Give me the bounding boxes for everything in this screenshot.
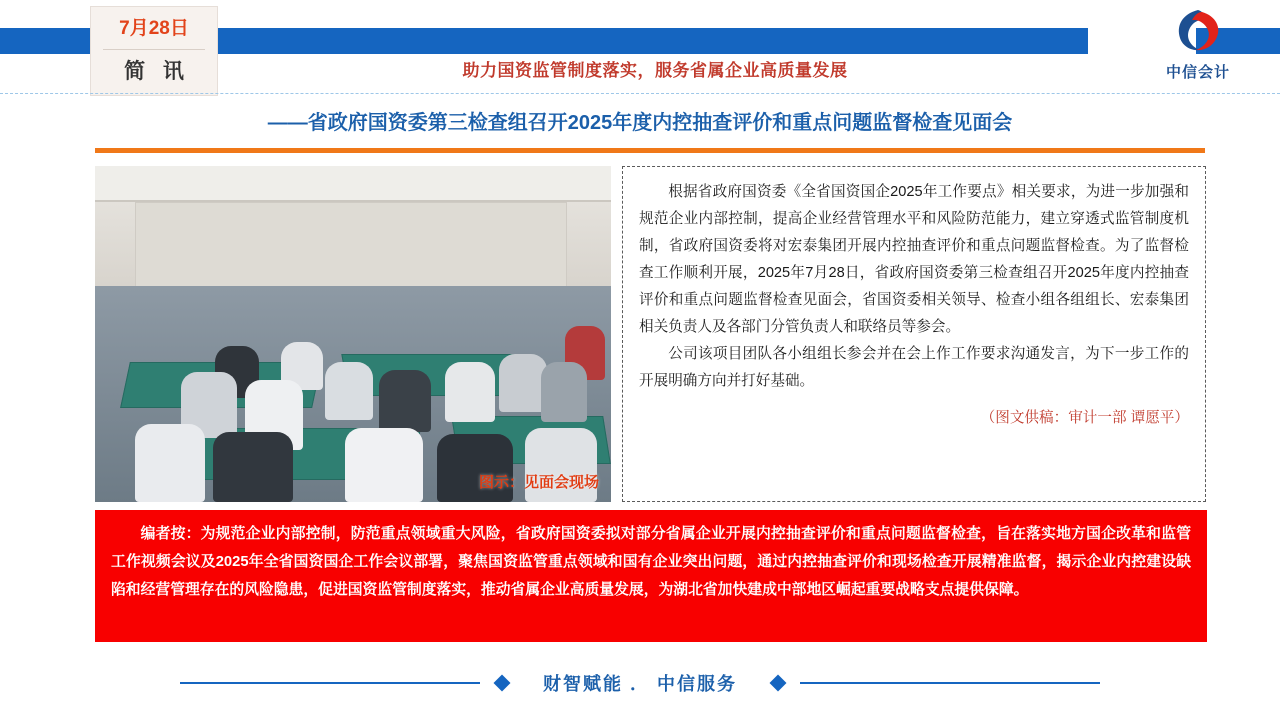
photo-attendee: [345, 428, 423, 502]
photo-front-screen: [135, 202, 567, 290]
photo-attendee: [325, 362, 373, 420]
photo-attendee: [445, 362, 495, 422]
orange-divider: [95, 148, 1205, 153]
article-textbox: [622, 166, 1206, 502]
header-bar-left: [0, 28, 90, 54]
photo-ceiling: [95, 166, 611, 202]
issue-date: 7月28日: [103, 9, 205, 50]
meeting-room-photo: [95, 166, 611, 502]
header-divider: [0, 93, 1280, 94]
article-credit: （图文供稿：审计一部 谭愿平）: [980, 410, 1189, 426]
swirl-logo-icon: [1166, 6, 1230, 54]
footer-slogan: 财智赋能 ． 中信服务: [542, 674, 737, 694]
page-subtitle: ——省政府国资委第三检查组召开2025年度内控抽查评价和重点问题监督检查见面会: [267, 112, 1013, 134]
date-badge: [90, 6, 218, 96]
editor-note: [95, 510, 1207, 642]
article-paragraph-1: 根据省政府国资委《全省国资国企2025年工作要点》相关要求，为进一步加强和规范企业内部控制，提高企业经营管理水平和风险防范能力，建立穿透式监管制度机制，省政府国资委将对宏泰集团开展内控抽查评价和重点问题监督检查。为了监督检查工作顺利开展，2025年7月28日，省政府国资委第三检查组召开2025年度内控抽查评价和重点问题监督检查见面会，省国资委相关领导、检查小组各组组长、宏泰集团相关负责人及各部门分管负责人和联络员等参会。: [639, 184, 1189, 335]
photo-attendee: [499, 354, 547, 412]
editor-note-label: 编者按：: [140, 526, 201, 542]
page-header: [0, 0, 1280, 100]
editor-note-text: 为规范企业内部控制，防范重点领域重大风险，省政府国资委拟对部分省属企业开展内控抽查评价和重点问题监督检查，旨在落实地方国企改革和监管工作视频会议及2025年全省国资国企工作会议部署，聚焦国资监管重点领域和国有企业突出问题，通过内控抽查评价和现场检查开展精准监督，揭示企业内控建设缺陷和经营管理存在的风险隐患，促进国资监管制度落实，推动省属企业高质量发展，为湖北省加快建成中部地区崛起重要战略支点提供保障。: [111, 526, 1191, 598]
brand-name: 中信会计: [1165, 64, 1230, 81]
header-bar-middle: [218, 28, 1088, 54]
brand-logo: [1142, 6, 1254, 90]
page-title: 助力国资监管制度落实，服务省属企业高质量发展: [462, 61, 848, 80]
article-paragraph-2: 公司该项目团队各小组组长参会并在会上作工作要求沟通发言，为下一步工作的开展明确方向并打好基础。: [639, 346, 1189, 389]
photo-attendee: [541, 362, 587, 422]
photo-attendee: [135, 424, 205, 502]
page-footer: [0, 664, 1280, 720]
photo-attendee: [213, 432, 293, 502]
editor-note-body: [111, 520, 1191, 604]
issue-kind: 简 讯: [124, 60, 190, 83]
photo-caption: 图示：见面会现场: [478, 474, 599, 491]
photo-attendee: [379, 370, 431, 432]
